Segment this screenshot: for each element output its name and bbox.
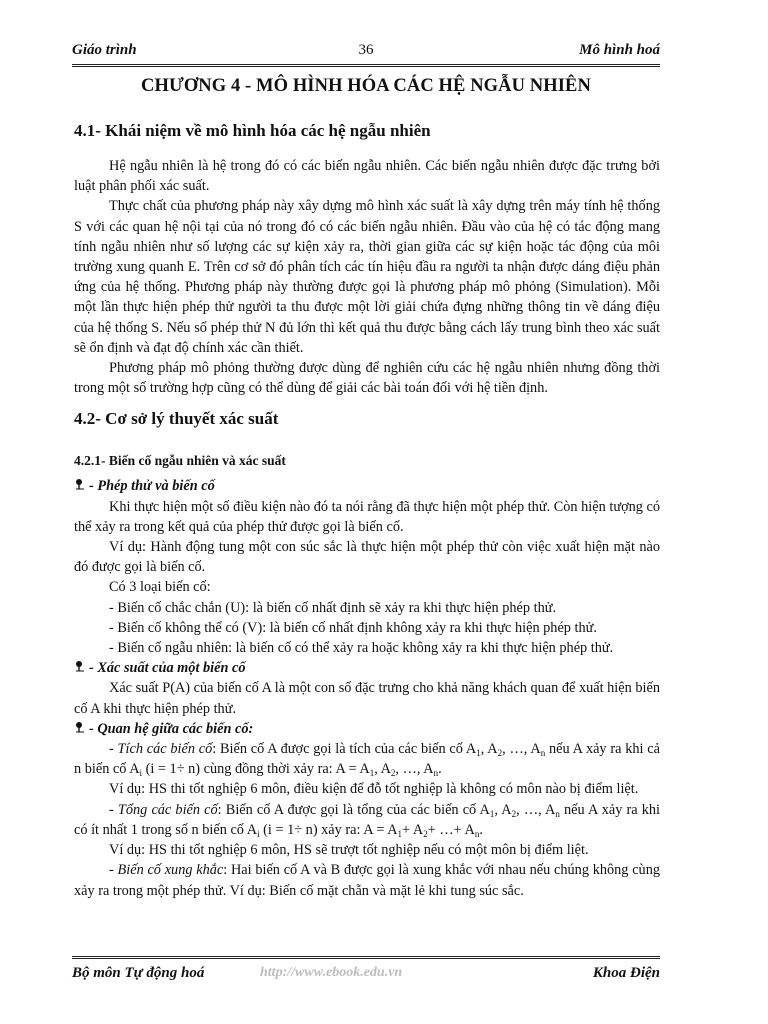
paragraph: Ví dụ: Hành động tung một con súc sắc là thực hiện một phép thử còn việc xuất hiện mặt nào đó được gọi là biến cố. <box>74 539 660 576</box>
paragraph: Hệ ngẫu nhiên là hệ trong đó có các biến ngẫu nhiên. Các biến ngẫu nhiên được đặc trưng bởi luật phân phối xác suất. <box>74 158 660 195</box>
page-number: 36 <box>358 42 374 58</box>
pin-icon <box>74 476 89 496</box>
footer-url: http://www.ebook.edu.vn <box>260 965 403 980</box>
definition-product: - Tích các biến cố: Biến cố A được gọi là tích của các biến cố $A_1$, $A_2$, …, $A_n$ nếu A xảy ra khi cả n biến cố $A_i$ (i = 1÷ n) cùng đồng thời xảy ra: $A = A_1$, $A_2$, …, $A_n$. <box>74 741 660 779</box>
list-item: - Biến cố ngẫu nhiên: là biến cố có thể xảy ra hoặc không xảy ra khi thực hiện phép thử. <box>109 640 614 657</box>
bullet-title: Quan hệ giữa các biến cố <box>97 720 249 737</box>
term: Tích các biến cố <box>117 741 213 758</box>
bullet-heading: - Xác suất của một biến cố <box>74 658 660 678</box>
section-4-2-title: 4.2- Cơ sở lý thuyết xác suất <box>74 409 279 429</box>
header-right: Mô hình hoá <box>579 42 660 58</box>
main-content <box>74 118 660 901</box>
paragraph: Ví dụ: HS thi tốt nghiệp 6 môn, HS sẽ trượt tốt nghiệp nếu có một môn bị điểm liệt. <box>109 842 589 859</box>
page-footer <box>72 965 660 989</box>
list-item: - Biến cố không thể có (V): là biến cố nhất định không xảy ra khi thực hiện phép thử. <box>109 619 597 636</box>
header-left: Giáo trình <box>72 42 137 58</box>
bullet-title: Phép thử và biến cố <box>97 478 215 495</box>
page-header <box>72 42 660 64</box>
pin-icon <box>74 658 89 678</box>
paragraph: Thực chất của phương pháp này xây dựng mô hình xác suất là xây dựng trên máy tính hệ thống S với các quan hệ nội tại của nó trong đó có các biến ngẫu nhiên. Đầu vào của hệ có tác động mang tính ngẫu nhiên như số lượng các sự kiện xảy ra, thời gian giữa các sự kiện hoặc tác động của môi trường xung quanh E. Trên cơ sở đó phân tích các tín hiệu đầu ra người ta nhận được dáng điệu phản ứng của hệ thống. Phương pháp này thường được gọi là phương pháp mô phỏng (Simulation). Mỗi một lần thực hiện phép thử người ta thu được một lời giải chứa đựng những thông tin về dáng điệu của hệ thống S. Nếu số phép thử N đủ lớn thì kết quả thu được bằng cách lấy trung bình theo xác suất sẽ ổn định và đạt độ chính xác cần thiết. <box>74 198 660 356</box>
footer-rule <box>72 956 660 959</box>
footer-left: Bộ môn Tự động hoá <box>72 965 205 981</box>
term: Tổng các biến cố <box>117 801 218 818</box>
paragraph: Có 3 loại biến cố: <box>109 579 211 596</box>
bullet-heading: - Phép thử và biến cố <box>74 476 660 496</box>
bullet-title: Xác suất của một biến cố <box>97 660 246 677</box>
footer-right: Khoa Điện <box>592 965 660 981</box>
paragraph: Phương pháp mô phỏng thường được dùng để nghiên cứu các hệ ngẫu nhiên nhưng đồng thời trong một số trường hợp cũng có thể dùng để giải các bài toán đối với hệ tiền định. <box>74 360 660 397</box>
list-item: - Biến cố chắc chắn (U): là biến cố nhất định sẽ xảy ra khi thực hiện phép thử. <box>109 599 557 616</box>
bullet-heading: - Quan hệ giữa các biến cố: <box>74 719 660 739</box>
header-rule <box>72 64 660 67</box>
paragraph: Ví dụ: HS thi tốt nghiệp 6 môn, điều kiện để đỗ tốt nghiệp là không có môn nào bị điểm liệt. <box>109 781 639 798</box>
chapter-title: CHƯƠNG 4 - MÔ HÌNH HÓA CÁC HỆ NGẪU NHIÊN <box>141 76 591 96</box>
paragraph: Xác suất P(A) của biến cố A là một con số đặc trưng cho khả năng khách quan để xuất hiện biến cố A khi thực hiện phép thử. <box>74 680 660 717</box>
subsection-4-2-1-title: 4.2.1- Biến cố ngẫu nhiên và xác suất <box>74 453 286 469</box>
paragraph: Khi thực hiện một số điều kiện nào đó ta nói rằng đã thực hiện một phép thử. Còn hiện tượng có thể xảy ra trong kết quả của phép thử được gọi là biến cố. <box>74 498 660 535</box>
definition-sum: - Tổng các biến cố: Biến cố A được gọi là tổng của các biến cố $A_1$, $A_2$, …, $A_n$ nếu A xảy ra khi có ít nhất 1 trong số n biến cố $A_i$ (i = 1÷ n) xảy ra: $A = A_1+ A_2+$ …+ $A_n$. <box>74 801 660 839</box>
term: Biến cố xung khắc <box>117 862 224 879</box>
definition-exclusive: - Biến cố xung khắc: Hai biến cố A và B được gọi là xung khắc với nhau nếu chúng không cùng xảy ra trong một phép thử. Ví dụ: Biến cố mặt chẵn và mặt lẻ khi tung súc sắc. <box>74 862 660 899</box>
pin-icon <box>74 719 89 739</box>
section-4-1-title: 4.1- Khái niệm về mô hình hóa các hệ ngẫu nhiên <box>74 121 431 140</box>
